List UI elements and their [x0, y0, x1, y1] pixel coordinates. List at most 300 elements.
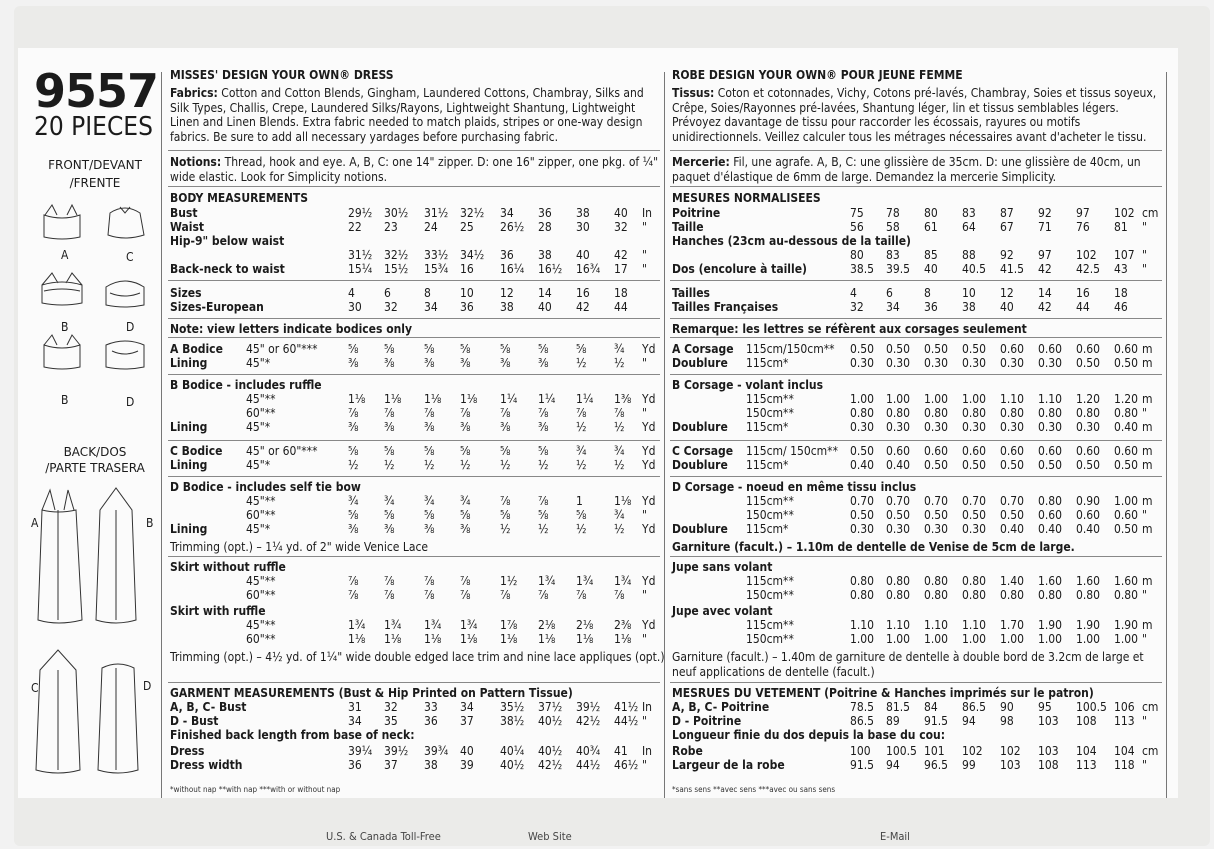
table-cell: 98	[1000, 714, 1014, 728]
table-cell: 44	[1076, 300, 1090, 314]
table-cell: 0.30	[850, 356, 875, 370]
table-cell: "	[1142, 262, 1147, 276]
table-cell: 0.60	[886, 444, 911, 458]
fr-jupe1-head: Jupe sans volant	[672, 560, 773, 574]
table-cell: Yd	[642, 458, 656, 472]
table-cell: 41.5	[1000, 262, 1025, 276]
table-cell: "	[1142, 508, 1147, 522]
table-cell: 75	[850, 206, 864, 220]
table-cell: 78	[886, 206, 900, 220]
table-cell: 38.5	[850, 262, 875, 276]
table-cell: 0.30	[924, 356, 949, 370]
table-cell: 0.50	[1000, 458, 1025, 472]
fr-footnote: *sans sens **avec sens ***avec ou sans sens	[672, 785, 836, 794]
fr-remarque: Remarque: les lettres se réfèrent aux corsages seulement	[672, 322, 1027, 336]
table-cell: Yd	[642, 392, 656, 406]
row-label: D - Poitrine	[672, 714, 742, 728]
table-cell: 92	[1038, 206, 1052, 220]
table-cell: 10	[962, 286, 976, 300]
table-cell: 0.80	[1038, 494, 1063, 508]
table-cell: 44	[614, 300, 628, 314]
table-cell: 1.90	[1038, 618, 1063, 632]
table-cell: 39¼	[348, 744, 373, 758]
table-cell: 8	[424, 286, 431, 300]
rule	[168, 337, 660, 338]
table-cell: 0.80	[886, 406, 911, 420]
table-cell: 64	[962, 220, 976, 234]
table-cell: ½	[348, 458, 359, 472]
rule	[670, 440, 1162, 441]
table-cell: 58	[886, 220, 900, 234]
table-cell: 0.80	[962, 574, 987, 588]
rule	[168, 476, 660, 477]
table-cell: 103	[1038, 714, 1059, 728]
row-label: Lining	[170, 522, 208, 536]
rule	[670, 476, 1162, 477]
table-cell: 38	[538, 248, 552, 262]
table-cell: 16¼	[500, 262, 525, 276]
back-view-b: B	[146, 516, 154, 530]
row-label: Largeur de la robe	[672, 758, 785, 772]
table-cell: 0.80	[1000, 406, 1025, 420]
fr-vetement-heading: MESRUES DU VETEMENT (Poitrine & Hanches imprimés sur le patron)	[672, 686, 1094, 700]
table-cell: 115cm*	[746, 420, 789, 434]
table-cell: 0.30	[924, 522, 949, 536]
table-cell: 40	[576, 248, 590, 262]
row-label: C Bodice	[170, 444, 223, 458]
table-cell: 40½	[500, 758, 525, 772]
table-cell: 45" or 60"***	[246, 444, 318, 458]
table-cell: In	[642, 206, 653, 220]
table-cell: 56	[850, 220, 864, 234]
table-cell: "	[642, 632, 647, 646]
table-cell: ⅜	[348, 420, 359, 434]
front-label-es: /FRENTE	[69, 176, 121, 190]
fr-jupe2-head: Jupe avec volant	[672, 604, 773, 618]
table-cell: ½	[614, 522, 625, 536]
table-cell: ⅝	[460, 444, 471, 458]
fr-mesures-heading: MESURES NORMALISEES	[672, 191, 821, 205]
table-cell: ⅝	[538, 444, 549, 458]
table-cell: 0.30	[1000, 356, 1025, 370]
table-cell: 0.60	[1076, 444, 1101, 458]
table-cell: 16	[576, 286, 590, 300]
table-cell: 0.80	[850, 406, 875, 420]
table-cell: "	[1142, 714, 1147, 728]
table-cell: 30	[348, 300, 362, 314]
table-cell: 0.40	[1114, 420, 1139, 434]
table-cell: cm	[1142, 744, 1159, 758]
table-cell: 0.30	[1076, 420, 1101, 434]
table-cell: 0.50	[1038, 458, 1063, 472]
table-cell: ¾	[576, 444, 587, 458]
table-cell: 92	[1000, 248, 1014, 262]
table-cell: 84	[924, 700, 938, 714]
table-cell: 118	[1114, 758, 1135, 772]
table-cell: ⅞	[614, 406, 625, 420]
table-cell: 100.5	[1076, 700, 1107, 714]
table-cell: 101	[924, 744, 945, 758]
table-cell: 0.50	[850, 444, 875, 458]
table-cell: 1¾	[460, 618, 478, 632]
table-cell: 100.5	[886, 744, 917, 758]
row-label: Lining	[170, 356, 208, 370]
table-cell: 91.5	[924, 714, 949, 728]
en-title: MISSES' DESIGN YOUR OWN® DRESS	[170, 68, 394, 82]
table-cell: 1.00	[1038, 632, 1063, 646]
fr-b-head: B Corsage - volant inclus	[672, 378, 824, 392]
table-cell: Yd	[642, 522, 656, 536]
en-skirt-trim: Trimming (opt.) – 4½ yd. of 1¼" wide double edged lace trim and nine lace appliques (opt.)	[170, 650, 665, 664]
table-cell: 22	[348, 220, 362, 234]
table-cell: 0.60	[962, 444, 987, 458]
table-cell: "	[1142, 758, 1147, 772]
table-cell: ⅝	[348, 342, 359, 356]
table-cell: ⅝	[500, 444, 511, 458]
table-cell: 0.50	[924, 508, 949, 522]
table-cell: ⅜	[384, 522, 395, 536]
table-cell: 36	[424, 714, 438, 728]
table-cell: 80	[924, 206, 938, 220]
table-cell: 104	[1076, 744, 1097, 758]
table-cell: 150cm**	[746, 588, 794, 602]
table-cell: 85	[924, 248, 938, 262]
row-label: Dos (encolure à taille)	[672, 262, 807, 276]
table-cell: 42	[1038, 300, 1052, 314]
divider-middle	[664, 72, 665, 798]
table-cell: ½	[576, 356, 587, 370]
table-cell: "	[642, 588, 647, 602]
table-cell: 0.40	[850, 458, 875, 472]
table-cell: 42	[1038, 262, 1052, 276]
view-label-b: B	[61, 320, 69, 334]
table-cell: 71	[1038, 220, 1052, 234]
en-notions: Notions: Thread, hook and eye. A, B, C: one 14" zipper. D: one 16" zipper, one pkg. of ¼" wide elastic. Look for Simplicity notions.	[170, 155, 659, 184]
table-cell: 102	[1000, 744, 1021, 758]
table-cell: ⅞	[614, 588, 625, 602]
table-cell: 0.60	[924, 444, 949, 458]
table-cell: 115cm**	[746, 494, 794, 508]
fr-d-trim: Garniture (facult.) – 1.10m de dentelle de Venise de 5cm de large.	[672, 540, 1075, 554]
email-label: E-Mail	[880, 830, 910, 843]
table-cell: 34	[348, 714, 362, 728]
en-d-trim: Trimming (opt.) – 1¼ yd. of 2" wide Venice Lace	[170, 540, 429, 554]
row-label: Tailles	[672, 286, 710, 300]
table-cell: 1.60	[1038, 574, 1063, 588]
table-cell: 94	[962, 714, 976, 728]
table-cell: ½	[576, 458, 587, 472]
table-cell: 0.30	[962, 420, 987, 434]
table-cell: m	[1142, 574, 1153, 588]
fr-longueur: Longueur finie du dos depuis la base du cou:	[672, 728, 946, 742]
table-cell: ⅞	[384, 574, 395, 588]
table-cell: 45"**	[246, 618, 276, 632]
table-cell: 0.80	[1076, 406, 1101, 420]
table-cell: 0.50	[1076, 458, 1101, 472]
table-cell: 1⅛	[500, 632, 518, 646]
table-cell: 18	[614, 286, 628, 300]
table-cell: "	[642, 248, 647, 262]
table-cell: ⅞	[384, 588, 395, 602]
table-cell: 0.30	[850, 522, 875, 536]
table-cell: 42½	[538, 758, 563, 772]
table-cell: ½	[576, 420, 587, 434]
table-cell: 35	[384, 714, 398, 728]
table-cell: 45"**	[246, 574, 276, 588]
table-cell: 0.80	[962, 406, 987, 420]
table-cell: ⅞	[424, 574, 435, 588]
table-cell: ⅜	[384, 420, 395, 434]
table-cell: 81.5	[886, 700, 911, 714]
table-cell: ¾	[384, 494, 395, 508]
table-cell: 0.50	[962, 342, 987, 356]
table-cell: 0.50	[924, 342, 949, 356]
table-cell: ⅜	[538, 356, 549, 370]
table-cell: 0.60	[1000, 444, 1025, 458]
table-cell: ⅞	[348, 574, 359, 588]
rule	[670, 374, 1162, 375]
row-label: C Corsage	[672, 444, 734, 458]
row-label: Robe	[672, 744, 703, 758]
rule	[670, 186, 1162, 187]
table-cell: ⅝	[538, 342, 549, 356]
table-cell: ½	[500, 522, 511, 536]
table-cell: 40	[614, 206, 628, 220]
table-cell: 6	[384, 286, 391, 300]
table-cell: 0.80	[850, 574, 875, 588]
table-cell: 97	[1038, 248, 1052, 262]
table-cell: 42	[576, 300, 590, 314]
table-cell: 61	[924, 220, 938, 234]
table-cell: 0.50	[850, 508, 875, 522]
table-cell: ⅞	[538, 494, 549, 508]
table-cell: 42½	[576, 714, 601, 728]
table-cell: 1.10	[1000, 392, 1025, 406]
divider-right	[1166, 72, 1167, 798]
row-label: D - Bust	[170, 714, 219, 728]
table-cell: 90	[1000, 700, 1014, 714]
table-cell: 16	[460, 262, 474, 276]
table-cell: 14	[538, 286, 552, 300]
table-cell: ⅜	[424, 522, 435, 536]
table-cell: 1.00	[962, 392, 987, 406]
back-label-es: /PARTE TRASERA	[45, 461, 145, 475]
table-cell: 12	[500, 286, 514, 300]
table-cell: 60"**	[246, 588, 276, 602]
table-cell: 31½	[348, 248, 373, 262]
fr-mercerie: Mercerie: Fil, une agrafe. A, B, C: une glissière de 35cm. D: une glissière de 40cm, un paquet d'élastique de 6mm de large. Demandez la mercerie Simplicity.	[672, 155, 1141, 184]
table-cell: 6	[886, 286, 893, 300]
table-cell: 97	[1076, 206, 1090, 220]
table-cell: 113	[1114, 714, 1135, 728]
table-cell: ⅞	[460, 406, 471, 420]
table-cell: 45" or 60"***	[246, 342, 318, 356]
table-cell: 0.60	[1038, 342, 1063, 356]
table-cell: 1⅛	[460, 632, 478, 646]
table-cell: ⅜	[538, 420, 549, 434]
table-cell: 38	[500, 300, 514, 314]
table-cell: 1⅛	[614, 632, 632, 646]
table-cell: m	[1142, 458, 1153, 472]
table-cell: 83	[886, 248, 900, 262]
table-cell: 150cm**	[746, 632, 794, 646]
table-cell: 150cm**	[746, 508, 794, 522]
table-cell: 1.10	[850, 618, 875, 632]
table-cell: 40	[1000, 300, 1014, 314]
row-label: Tailles Françaises	[672, 300, 779, 314]
table-cell: 78.5	[850, 700, 875, 714]
table-cell: 0.60	[1038, 508, 1063, 522]
rule	[168, 186, 660, 187]
table-cell: 1¾	[348, 618, 366, 632]
table-cell: 2⅛	[538, 618, 556, 632]
table-cell: ⅞	[424, 406, 435, 420]
table-cell: 45"**	[246, 494, 276, 508]
table-cell: 45"**	[246, 392, 276, 406]
table-cell: ½	[614, 458, 625, 472]
table-cell: ⅜	[500, 356, 511, 370]
table-cell: ⅝	[500, 508, 511, 522]
table-cell: 40½	[538, 714, 563, 728]
table-cell: 1.00	[924, 392, 949, 406]
en-d-head: D Bodice - includes self tie bow	[170, 480, 361, 494]
table-cell: "	[642, 714, 647, 728]
table-cell: 102	[962, 744, 983, 758]
table-cell: ¾	[460, 494, 471, 508]
row-label: A Corsage	[672, 342, 734, 356]
table-cell: 83	[962, 206, 976, 220]
table-cell: ½	[576, 522, 587, 536]
table-cell: ⅝	[348, 444, 359, 458]
table-cell: 0.60	[1114, 508, 1139, 522]
table-cell: 46½	[614, 758, 639, 772]
table-cell: 1.70	[1000, 618, 1025, 632]
table-cell: ⅞	[348, 406, 359, 420]
rule	[168, 318, 660, 319]
table-cell: 0.30	[962, 356, 987, 370]
table-cell: ½	[538, 522, 549, 536]
table-cell: 1.00	[850, 392, 875, 406]
table-cell: ⅜	[460, 420, 471, 434]
table-cell: 45"*	[246, 458, 271, 472]
table-cell: 115cm/150cm**	[746, 342, 835, 356]
table-cell: 28	[538, 220, 552, 234]
table-cell: 15½	[384, 262, 409, 276]
table-cell: 36	[924, 300, 938, 314]
table-cell: 38½	[500, 714, 525, 728]
table-cell: 0.70	[924, 494, 949, 508]
table-cell: 0.50	[1076, 356, 1101, 370]
table-cell: ⅞	[460, 588, 471, 602]
table-cell: 1½	[500, 574, 518, 588]
table-cell: 1.00	[886, 632, 911, 646]
table-cell: Yd	[642, 494, 656, 508]
table-cell: 34	[500, 206, 514, 220]
table-cell: 1⅛	[460, 392, 478, 406]
en-note: Note: view letters indicate bodices only	[170, 322, 413, 336]
table-cell: 1.90	[1076, 618, 1101, 632]
table-cell: ¾	[348, 494, 359, 508]
row-label: Hanches (23cm au-dessous de la taille)	[672, 234, 911, 248]
table-cell: 0.70	[962, 494, 987, 508]
table-cell: 16½	[538, 262, 563, 276]
table-cell: ⅝	[500, 342, 511, 356]
table-cell: 0.50	[1114, 356, 1139, 370]
row-label: A Bodice	[170, 342, 223, 356]
table-cell: 29½	[348, 206, 373, 220]
table-cell: 0.30	[886, 420, 911, 434]
table-cell: 0.40	[1038, 522, 1063, 536]
table-cell: ⅜	[424, 420, 435, 434]
table-cell: 96.5	[924, 758, 949, 772]
table-cell: 8	[924, 286, 931, 300]
table-cell: 40¾	[576, 744, 601, 758]
table-cell: m	[1142, 618, 1153, 632]
table-cell: "	[642, 220, 647, 234]
table-cell: 0.90	[1076, 494, 1101, 508]
rule	[168, 280, 660, 281]
table-cell: 94	[886, 758, 900, 772]
table-cell: 40.5	[962, 262, 987, 276]
table-cell: 1¾	[576, 574, 594, 588]
table-cell: 37½	[538, 700, 563, 714]
table-cell: ⅞	[460, 574, 471, 588]
en-skirt1-head: Skirt without ruffle	[170, 560, 286, 574]
table-cell: 1¾	[614, 574, 632, 588]
table-cell: 30	[576, 220, 590, 234]
table-cell: "	[1142, 588, 1147, 602]
table-cell: 103	[1038, 744, 1059, 758]
phone-label: U.S. & Canada Toll-Free	[326, 830, 441, 843]
table-cell: ⅞	[348, 588, 359, 602]
table-cell: ½	[424, 458, 435, 472]
table-cell: 26½	[500, 220, 525, 234]
row-label: Dress	[170, 744, 205, 758]
table-cell: 0.80	[1000, 588, 1025, 602]
table-cell: 0.50	[850, 342, 875, 356]
row-label: Dress width	[170, 758, 243, 772]
table-cell: 0.60	[1114, 444, 1139, 458]
website-label: Web Site	[528, 830, 572, 843]
table-cell: 45"*	[246, 356, 271, 370]
table-cell: 115cm/ 150cm**	[746, 444, 838, 458]
fr-title: ROBE DESIGN YOUR OWN® POUR JEUNE FEMME	[672, 68, 963, 82]
table-cell: 1.00	[1114, 632, 1139, 646]
table-cell: 12	[1000, 286, 1014, 300]
table-cell: ¾	[424, 494, 435, 508]
table-cell: ⅞	[538, 588, 549, 602]
table-cell: Yd	[642, 420, 656, 434]
table-cell: 17	[614, 262, 628, 276]
table-cell: 1.20	[1076, 392, 1101, 406]
table-cell: 16¾	[576, 262, 601, 276]
table-cell: 115cm*	[746, 356, 789, 370]
table-cell: 113	[1076, 758, 1097, 772]
row-label: Waist	[170, 220, 205, 234]
table-cell: 0.80	[1038, 406, 1063, 420]
table-cell: 36	[348, 758, 362, 772]
table-cell: 108	[1038, 758, 1059, 772]
table-cell: ⅞	[500, 494, 511, 508]
table-cell: ½	[614, 420, 625, 434]
table-cell: 0.60	[1076, 508, 1101, 522]
table-cell: ⅝	[348, 508, 359, 522]
rule	[168, 682, 660, 683]
table-cell: 1⅜	[614, 392, 632, 406]
table-cell: "	[642, 262, 647, 276]
table-cell: 4	[348, 286, 355, 300]
table-cell: 1⅛	[384, 392, 402, 406]
